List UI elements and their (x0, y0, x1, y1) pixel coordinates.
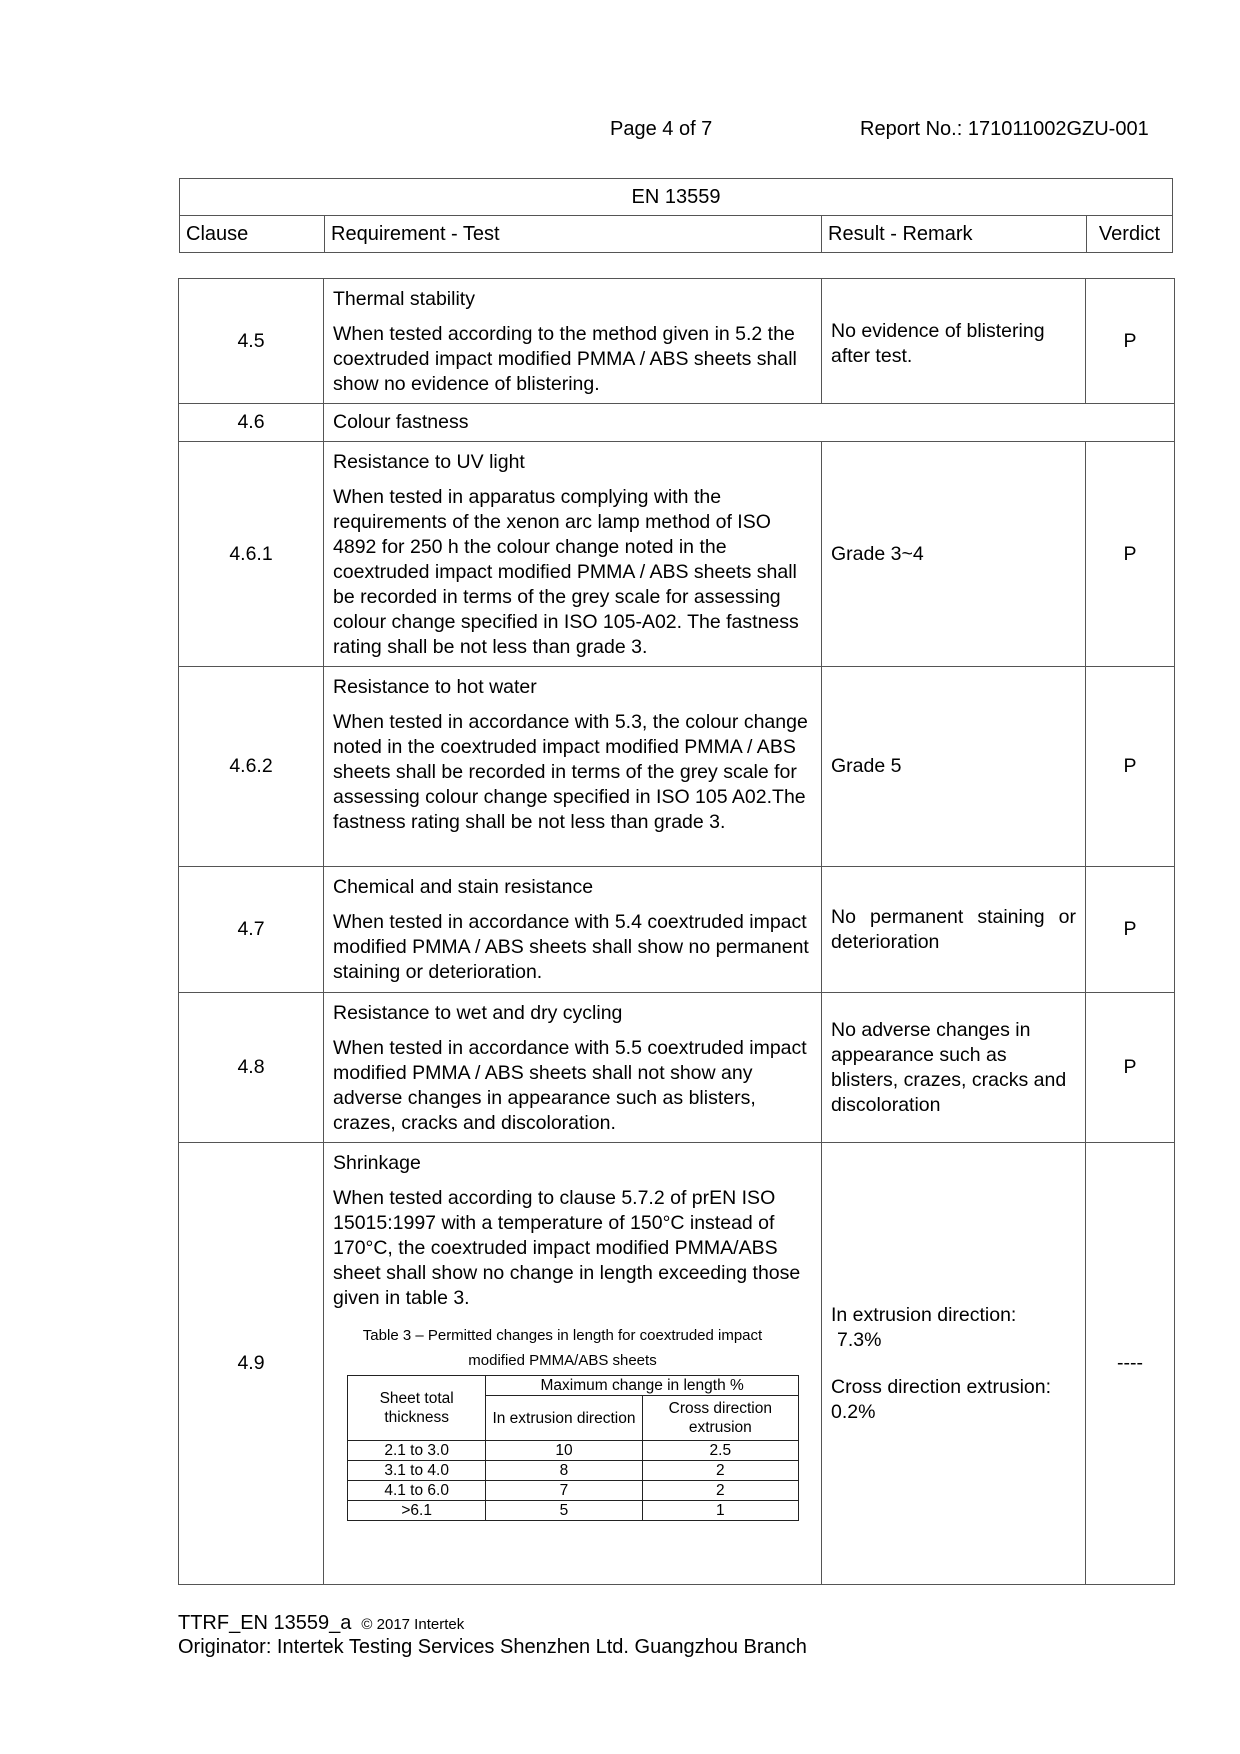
result-cell: Grade 5 (822, 667, 1086, 867)
requirement-cell (324, 279, 822, 404)
table3-thickness-header: Sheet total thickness (348, 1376, 486, 1441)
table-row (179, 442, 1175, 667)
table3-row (348, 1501, 799, 1521)
table-row (179, 1143, 1175, 1585)
table-row (179, 993, 1175, 1143)
col-requirement-header: Requirement - Test (325, 216, 822, 253)
table3-cross: 2.5 (642, 1441, 798, 1461)
table3-caption-line1: Table 3 – Permitted changes in length for coextruded impact (362, 1327, 763, 1344)
clause-cell: 4.7 (179, 867, 324, 993)
requirement-text: When tested in accordance with 5.5 coextruded impact modified PMMA / ABS sheets shall not show any adverse changes in appearance such as blisters, crazes, cracks and discoloration. (333, 1037, 807, 1134)
requirement-cell (324, 867, 822, 993)
form-id: TTRF_EN 13559_a (178, 1612, 352, 1634)
table3-extrusion: 7 (486, 1481, 642, 1501)
requirement-cell (324, 1143, 822, 1585)
requirement-text: When tested according to the method given in 5.2 the coextruded impact modified PMMA / ABS sheets shall show no evidence of blistering. (333, 323, 797, 395)
requirement-title: Chemical and stain resistance (333, 876, 594, 898)
col-verdict-header: Verdict (1087, 216, 1173, 253)
table3-group-header: Maximum change in length % (486, 1376, 799, 1396)
requirement-title: Resistance to wet and dry cycling (333, 1002, 623, 1024)
table3-extrusion: 10 (486, 1441, 642, 1461)
copyright: © 2017 Intertek (361, 1616, 465, 1633)
requirement-title: Shrinkage (333, 1152, 421, 1174)
originator: Originator: Intertek Testing Services Shenzhen Ltd. Guangzhou Branch (178, 1636, 807, 1658)
table3-caption-line2: modified PMMA/ABS sheets (468, 1352, 657, 1369)
requirement-text: When tested in accordance with 5.3, the colour change noted in the coextruded impact modified PMMA / ABS sheets shall be recorded in terms of the grey scale for assessing colour change specified in ISO 105 A02.The fastness rating shall be not less than grade 3. (333, 711, 808, 833)
result-cell: No permanent staining or deterioration (822, 867, 1086, 993)
clauses-table (178, 278, 1175, 1585)
table3-cross: 2 (642, 1461, 798, 1481)
clause-cell: 4.8 (179, 993, 324, 1143)
table-row (179, 867, 1175, 993)
result-cross-label: Cross direction extrusion: (831, 1375, 1052, 1398)
table3-thickness: 4.1 to 6.0 (348, 1481, 486, 1501)
table3-thickness: 2.1 to 3.0 (348, 1441, 486, 1461)
table3-extrusion-header: In extrusion direction (486, 1396, 642, 1441)
table3-extrusion: 8 (486, 1461, 642, 1481)
table-row (179, 404, 1175, 442)
standard-title: EN 13559 (180, 179, 1173, 216)
verdict-cell: P (1086, 993, 1175, 1143)
verdict-cell: ---- (1086, 1143, 1175, 1585)
clause-cell: 4.5 (179, 279, 324, 404)
result-extrusion-label: In extrusion direction: (831, 1303, 1017, 1326)
verdict-cell: P (1086, 279, 1175, 404)
result-cross-value: 0.2% (831, 1400, 876, 1423)
clause-cell: 4.9 (179, 1143, 324, 1585)
table3-cross: 1 (642, 1501, 798, 1521)
requirement-cell (324, 993, 822, 1143)
requirement-cell: Colour fastness (324, 404, 1175, 442)
result-cell (822, 1143, 1086, 1585)
verdict-cell: P (1086, 667, 1175, 867)
shrinkage-table (347, 1375, 799, 1521)
verdict-cell: P (1086, 442, 1175, 667)
table-row (179, 667, 1175, 867)
requirement-text: When tested according to clause 5.7.2 of prEN ISO 15015:1997 with a temperature of 150°C instead of 170°C, the coextruded impact modified PMMA/ABS sheet shall show no change in length exceeding those given in table 3. (333, 1187, 801, 1309)
table3-thickness: 3.1 to 4.0 (348, 1461, 486, 1481)
table3-cross-header: Cross direction extrusion (642, 1396, 798, 1441)
requirement-title: Resistance to UV light (333, 451, 525, 473)
clause-cell: 4.6.1 (179, 442, 324, 667)
table3-cross: 2 (642, 1481, 798, 1501)
result-cell: Grade 3~4 (822, 442, 1086, 667)
requirement-title: Resistance to hot water (333, 676, 537, 698)
result-cell: No evidence of blistering after test. (822, 279, 1086, 404)
requirement-title: Thermal stability (333, 288, 475, 310)
clause-cell: 4.6.2 (179, 667, 324, 867)
result-cell: No adverse changes in appearance such as blisters, crazes, cracks and discoloration (822, 993, 1086, 1143)
requirement-text: When tested in apparatus complying with the requirements of the xenon arc lamp method of ISO 4892 for 250 h the colour change noted in the coextruded impact modified PMMA / ABS sheets shall be recorded in terms of the grey scale for assessing colour change specified in ISO 105-A02. The fastness rating shall be not less than grade 3. (333, 486, 799, 658)
footer-form (178, 1612, 464, 1635)
requirement-cell (324, 442, 822, 667)
header-table (179, 178, 1173, 253)
table3-row (348, 1461, 799, 1481)
table3-row (348, 1481, 799, 1501)
requirement-cell (324, 667, 822, 867)
requirement-text: When tested in accordance with 5.4 coextruded impact modified PMMA / ABS sheets shall show no permanent staining or deterioration. (333, 911, 809, 983)
report-number: Report No.: 171011002GZU-001 (860, 118, 1149, 140)
table3-thickness: >6.1 (348, 1501, 486, 1521)
clause-cell: 4.6 (179, 404, 324, 442)
result-extrusion-value: 7.3% (837, 1328, 882, 1351)
table-row (179, 279, 1175, 404)
table3-row (348, 1441, 799, 1461)
page-number: Page 4 of 7 (610, 118, 713, 140)
table3-extrusion: 5 (486, 1501, 642, 1521)
verdict-cell: P (1086, 867, 1175, 993)
table3-caption (333, 1323, 812, 1373)
col-result-header: Result - Remark (822, 216, 1087, 253)
col-clause-header: Clause (180, 216, 325, 253)
